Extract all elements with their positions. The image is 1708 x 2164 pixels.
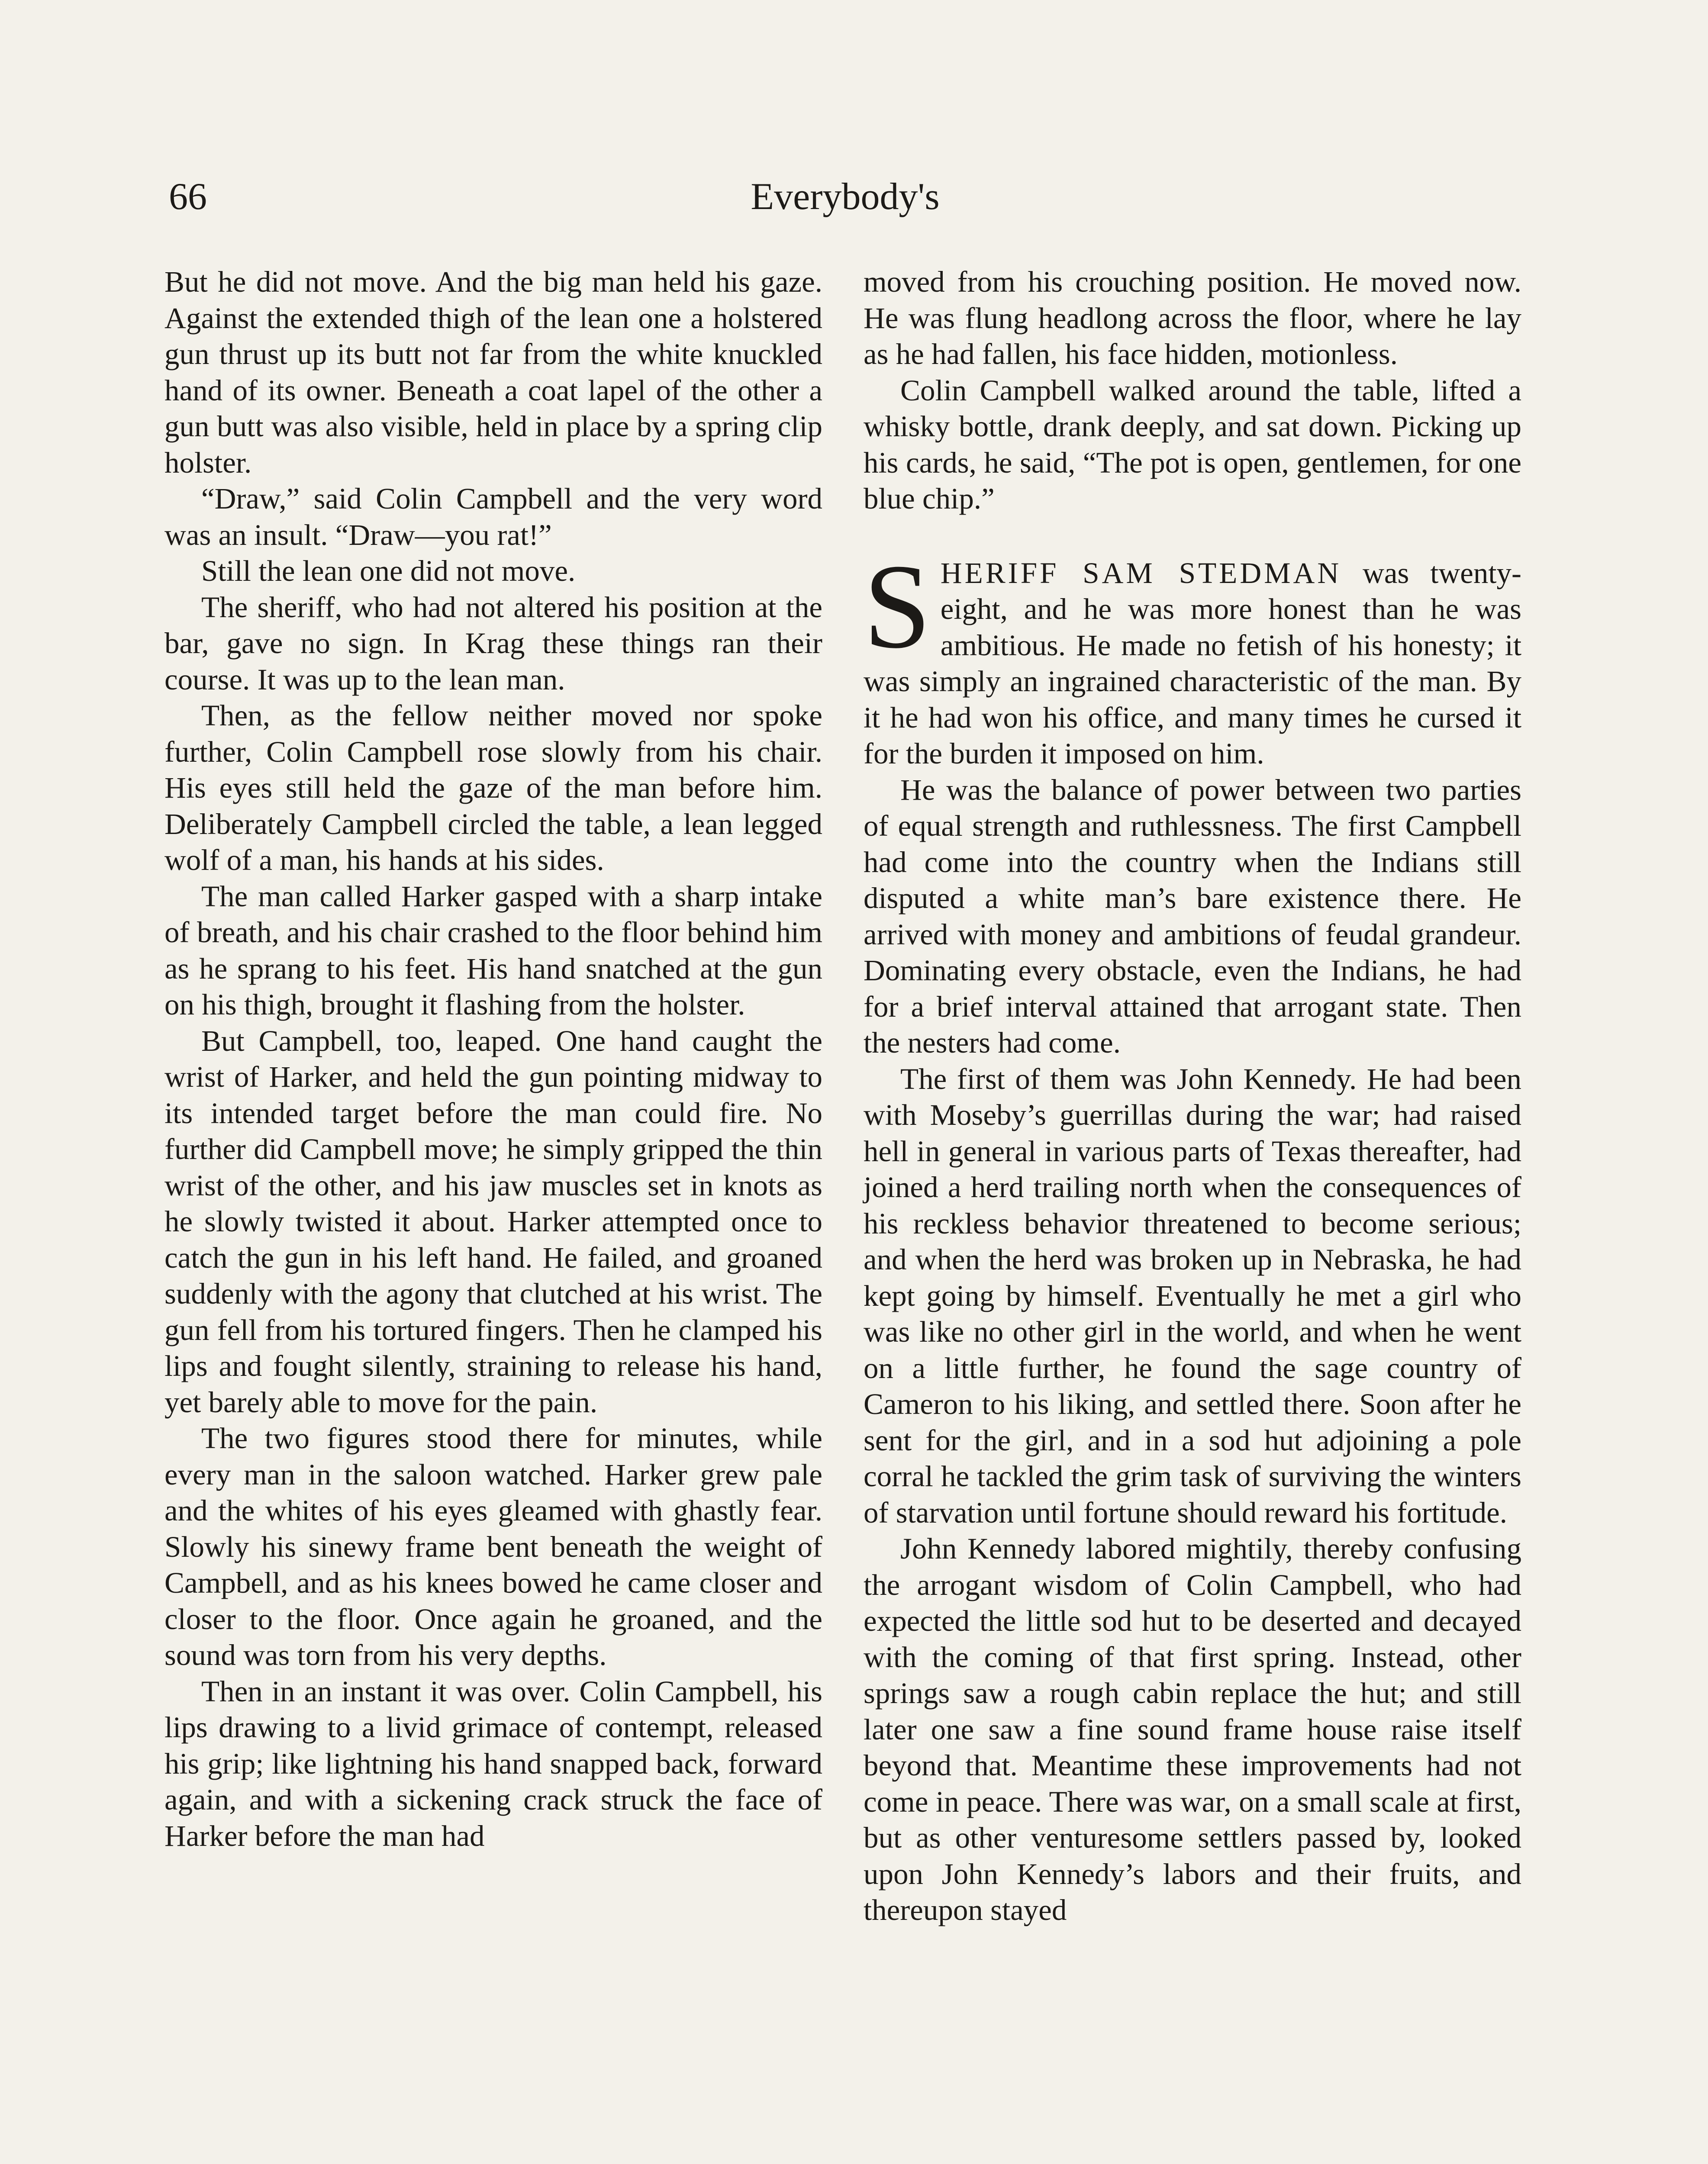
page-header <box>169 171 1521 236</box>
section-lead-smallcaps: HERIFF SAM STEDMAN <box>940 556 1342 589</box>
right-column <box>864 264 1521 1929</box>
paragraph: The first of them was John Kennedy. He had been with Moseby’s guerrillas during the war; had raised hell in general in various parts of Texas thereafter, had joined a herd trailing north when the consequences of his reckless behavior threatened to become serious; and when the herd was broken up in Nebraska, he had kept going by himself. Eventually he met a girl who was like no other girl in the world, and when he went on a little further, he found the sage country of Cameron to his liking, and settled there. Soon after he sent for the girl, and in a sod hut adjoining a pole corral he tackled the grim task of surviving the winters of starvation until fortune should reward his fortitude. <box>864 1062 1521 1529</box>
page-number: 66 <box>169 176 207 218</box>
paragraph: John Kennedy labored mightily, thereby confusing the arrogant wisdom of Colin Campbell, who had expected the little sod hut to be deserted and decayed with the coming of that first spring. Instead, other springs saw a rough cabin replace the hut; and still later one saw a fine sound frame house raise itself beyond that. Meantime these improvements had not come in peace. There was war, on a small scale at first, but as other venturesome settlers passed by, looked upon John Kennedy’s labors and their fruits, and thereupon stayed <box>864 1532 1521 1926</box>
paragraph: Then, as the fellow neither moved nor spoke further, Colin Campbell rose slowly from his chair. His eyes still held the gaze of the man before him. Deliberately Campbell circled the table, a lean legged wolf of a man, his hands at his sides. <box>164 699 822 876</box>
paragraph: Still the lean one did not move. <box>201 554 576 587</box>
paragraph: He was the balance of power between two parties of equal strength and ruthlessness. The first Campbell had come into the country when the Indians still disputed a white man’s bare existence there. He arrived with money and ambitions of feudal grandeur. Dominating every obstacle, even the Indians, he had for a brief interval attained that arrogant state. Then the nesters had come. <box>864 773 1521 1059</box>
section-lead-text: was twenty-eight, and he was more honest than he was ambitious. He made no fetish of his honesty; it was simply an ingrained characteristic of the man. By it he had won his office, and many times he cursed it for the burden it imposed on him. <box>864 556 1521 770</box>
drop-cap: S <box>864 538 931 673</box>
paragraph: Colin Campbell walked around the table, lifted a whisky bottle, drank deeply, and sat down. Picking up his cards, he said, “The pot is open, gentlemen, for one blue chip.” <box>864 374 1521 515</box>
paragraph: The sheriff, who had not altered his position at the bar, gave no sign. In Krag these things ran their course. It was up to the lean man. <box>164 590 822 696</box>
section-opening-paragraph <box>864 538 1521 772</box>
paragraph: Then in an instant it was over. Colin Campbell, his lips drawing to a livid grimace of contempt, released his grip; like lightning his hand snapped back, forward again, and with a sickening crack struck the face of Harker before the man had <box>164 1675 822 1852</box>
left-column <box>164 264 822 1854</box>
paragraph: But Campbell, too, leaped. One hand caught the wrist of Harker, and held the gun pointing midway to its intended target before the man could fire. No further did Campbell move; he simply gripped the thin wrist of the other, and his jaw muscles set in knots as he slowly twisted it about. Harker attempted once to catch the gun in his left hand. He failed, and groaned suddenly with the agony that clutched at his wrist. The gun fell from his tortured fingers. Then he clamped his lips and fought silently, straining to release his hand, yet barely able to move for the pain. <box>164 1024 822 1419</box>
paragraph: “Draw,” said Colin Campbell and the very word was an insult. “Draw—you rat!” <box>164 482 822 551</box>
paragraph: The two figures stood there for minutes, while every man in the saloon watched. Harker grew pale and the whites of his eyes gleamed with ghastly fear. Slowly his sinewy frame bent beneath the weight of Campbell, and as his knees bowed he came closer and closer to the floor. Once again he groaned, and the sound was torn from his very depths. <box>164 1422 822 1671</box>
section-break <box>864 517 1521 555</box>
paragraph: The man called Harker gasped with a sharp intake of breath, and his chair crashed to the floor behind him as he sprang to his feet. His hand snatched at the gun on his thigh, brought it flashing from the holster. <box>164 879 822 1021</box>
paragraph: moved from his crouching position. He moved now. He was flung headlong across the floor, where he lay as he had fallen, his face hidden, motionless. <box>864 265 1521 370</box>
magazine-title: Everybody's <box>751 176 940 218</box>
paragraph: But he did not move. And the big man held his gaze. Against the extended thigh of the lean one a holstered gun thrust up its butt not far from the white knuckled hand of its owner. Beneath a coat lapel of the other a gun butt was also visible, held in place by a spring clip holster. <box>164 265 822 479</box>
